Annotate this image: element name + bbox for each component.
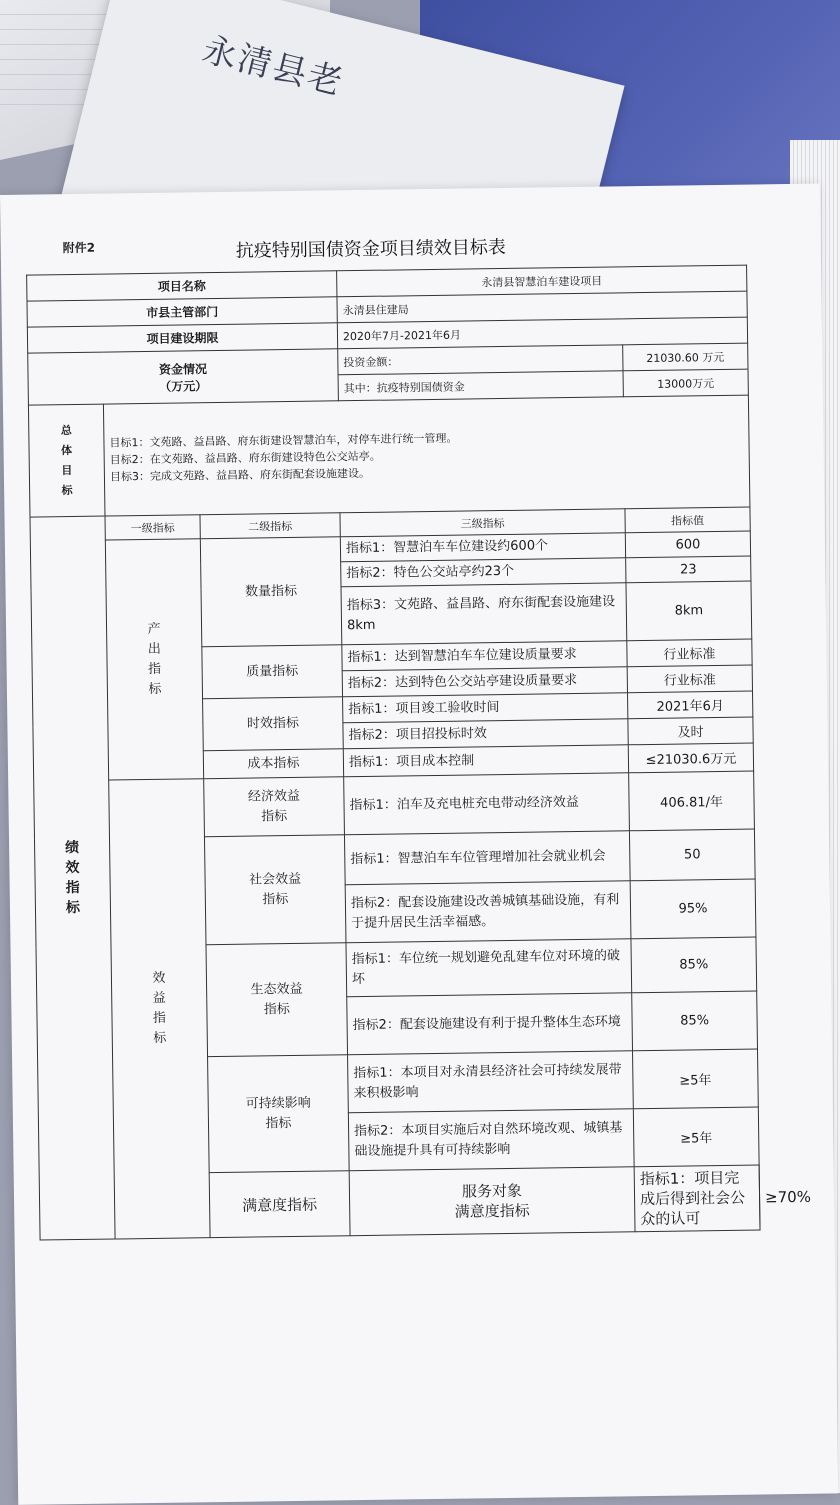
header-level3: 三级指标 bbox=[340, 509, 625, 537]
document-page bbox=[0, 184, 838, 1505]
economic-indicator-label: 经济效益 指标 bbox=[204, 777, 345, 837]
indicator-text: 指标2：特色公交站亭约23个 bbox=[341, 558, 626, 587]
period-label: 项目建设期限 bbox=[27, 323, 337, 353]
satisfaction-indicators-label: 满意度指标 bbox=[209, 1171, 350, 1238]
indicator-text: 指标2：本项目实施后对自然环境改观、城镇基础设施提升具有可持续影响 bbox=[348, 1109, 634, 1171]
indicator-value: 50 bbox=[629, 829, 755, 881]
special-fund-value: 13000万元 bbox=[623, 369, 748, 397]
ecological-indicator-label: 生态效益 指标 bbox=[206, 943, 348, 1057]
indicator-value: 23 bbox=[626, 556, 751, 583]
indicator-text: 指标1：本项目对永清县经济社会可持续发展带来积极影响 bbox=[348, 1051, 634, 1113]
investment-value: 21030.60 万元 bbox=[623, 343, 748, 371]
indicator-value: 行业标准 bbox=[627, 665, 752, 693]
benefit-indicators-label: 效 益 指 标 bbox=[109, 779, 210, 1239]
indicator-value: 及时 bbox=[628, 717, 753, 745]
indicator-value: ≤21030.6万元 bbox=[628, 743, 753, 773]
project-name-value: 永清县智慧泊车建设项目 bbox=[337, 265, 747, 297]
department-label: 市县主管部门 bbox=[27, 297, 337, 327]
goal-3: 目标3：完成文苑路、益昌路、府东街配套设施建设。 bbox=[109, 466, 371, 484]
indicator-text: 指标2：配套设施建设改善城镇基础设施，有利于提升居民生活幸福感。 bbox=[345, 881, 631, 943]
indicator-text: 指标2：项目招投标时效 bbox=[343, 719, 628, 749]
indicator-text: 指标1：车位统一规划避免乱建车位对环境的破坏 bbox=[346, 939, 632, 997]
indicator-value: 85% bbox=[631, 937, 757, 993]
funds-label: 资金情况 （万元） bbox=[28, 349, 339, 405]
indicator-value: ≥5年 bbox=[633, 1049, 759, 1109]
cost-indicator-label: 成本指标 bbox=[203, 749, 343, 779]
performance-target-table bbox=[26, 265, 812, 1241]
indicator-value: ≥70% bbox=[764, 1187, 812, 1207]
indicator-value: 行业标准 bbox=[627, 639, 752, 667]
department-value: 永清县住建局 bbox=[337, 291, 747, 323]
service-satisfaction-label: 服务对象 满意度指标 bbox=[349, 1167, 635, 1236]
document-title: 抗疫特别国债资金项目绩效目标表 bbox=[235, 236, 506, 262]
indicator-text: 指标1：项目成本控制 bbox=[343, 745, 628, 777]
indicator-text: 指标2：配套设施建设有利于提升整体生态环境 bbox=[347, 993, 633, 1055]
performance-indicators-label: 绩 效 指 标 bbox=[30, 516, 115, 1240]
indicator-text: 指标1：项目竣工验收时间 bbox=[343, 693, 628, 723]
goal-2: 目标2：在文苑路、益昌路、府东街建设特色公交站亭。 bbox=[109, 449, 381, 467]
indicator-text: 指标3：文苑路、益昌路、府东街配套设施建设8km bbox=[341, 583, 627, 645]
header-level2: 二级指标 bbox=[200, 513, 340, 539]
header-value: 指标值 bbox=[625, 507, 750, 533]
indicator-text: 指标1：泊车及充电桩充电带动经济效益 bbox=[344, 773, 630, 835]
indicator-text: 指标1：智慧泊车车位建设约600个 bbox=[340, 533, 625, 562]
indicator-row bbox=[34, 771, 755, 839]
sustainable-indicator-label: 可持续影响 指标 bbox=[208, 1055, 350, 1173]
indicator-text: 指标2：达到特色公交站亭建设质量要求 bbox=[342, 667, 627, 697]
indicator-value: 8km bbox=[626, 581, 752, 641]
output-indicators-label: 产 出 指 标 bbox=[105, 539, 203, 780]
project-name-label: 项目名称 bbox=[27, 271, 337, 301]
background-folder-title: 永清县老 bbox=[198, 29, 348, 104]
timeliness-indicator-label: 时效指标 bbox=[203, 697, 344, 751]
indicator-text: 指标1：达到智慧泊车车位建设质量要求 bbox=[342, 641, 627, 671]
investment-label: 投资金额： bbox=[338, 345, 623, 375]
indicator-text: 指标1：项目完成后得到社会公众的认可 bbox=[634, 1165, 760, 1232]
indicator-value: ≥5年 bbox=[633, 1107, 759, 1167]
attachment-label: 附件2 bbox=[62, 240, 96, 256]
quantity-indicator-label: 数量指标 bbox=[200, 537, 341, 647]
special-fund-label: 其中：抗疫特别国债资金 bbox=[338, 371, 623, 401]
header-level1: 一级指标 bbox=[105, 515, 200, 540]
overall-goal-label: 总 体 目 标 bbox=[28, 404, 105, 517]
indicator-value: 600 bbox=[625, 531, 750, 558]
social-indicator-label: 社会效益 指标 bbox=[204, 835, 345, 945]
overall-goals-row bbox=[28, 395, 749, 517]
indicator-text: 指标1：智慧泊车车位管理增加社会就业机会 bbox=[344, 831, 630, 885]
indicator-value: 95% bbox=[630, 879, 756, 939]
goal-1: 目标1：文苑路、益昌路、府东街建设智慧泊车，对停车进行统一管理。 bbox=[109, 431, 458, 450]
overall-goals bbox=[103, 395, 750, 516]
quality-indicator-label: 质量指标 bbox=[202, 645, 343, 699]
indicator-value: 85% bbox=[632, 991, 758, 1051]
indicator-value: 406.81/年 bbox=[629, 771, 755, 831]
indicator-value: 2021年6月 bbox=[628, 691, 753, 719]
period-value: 2020年7月-2021年6月 bbox=[337, 317, 747, 349]
